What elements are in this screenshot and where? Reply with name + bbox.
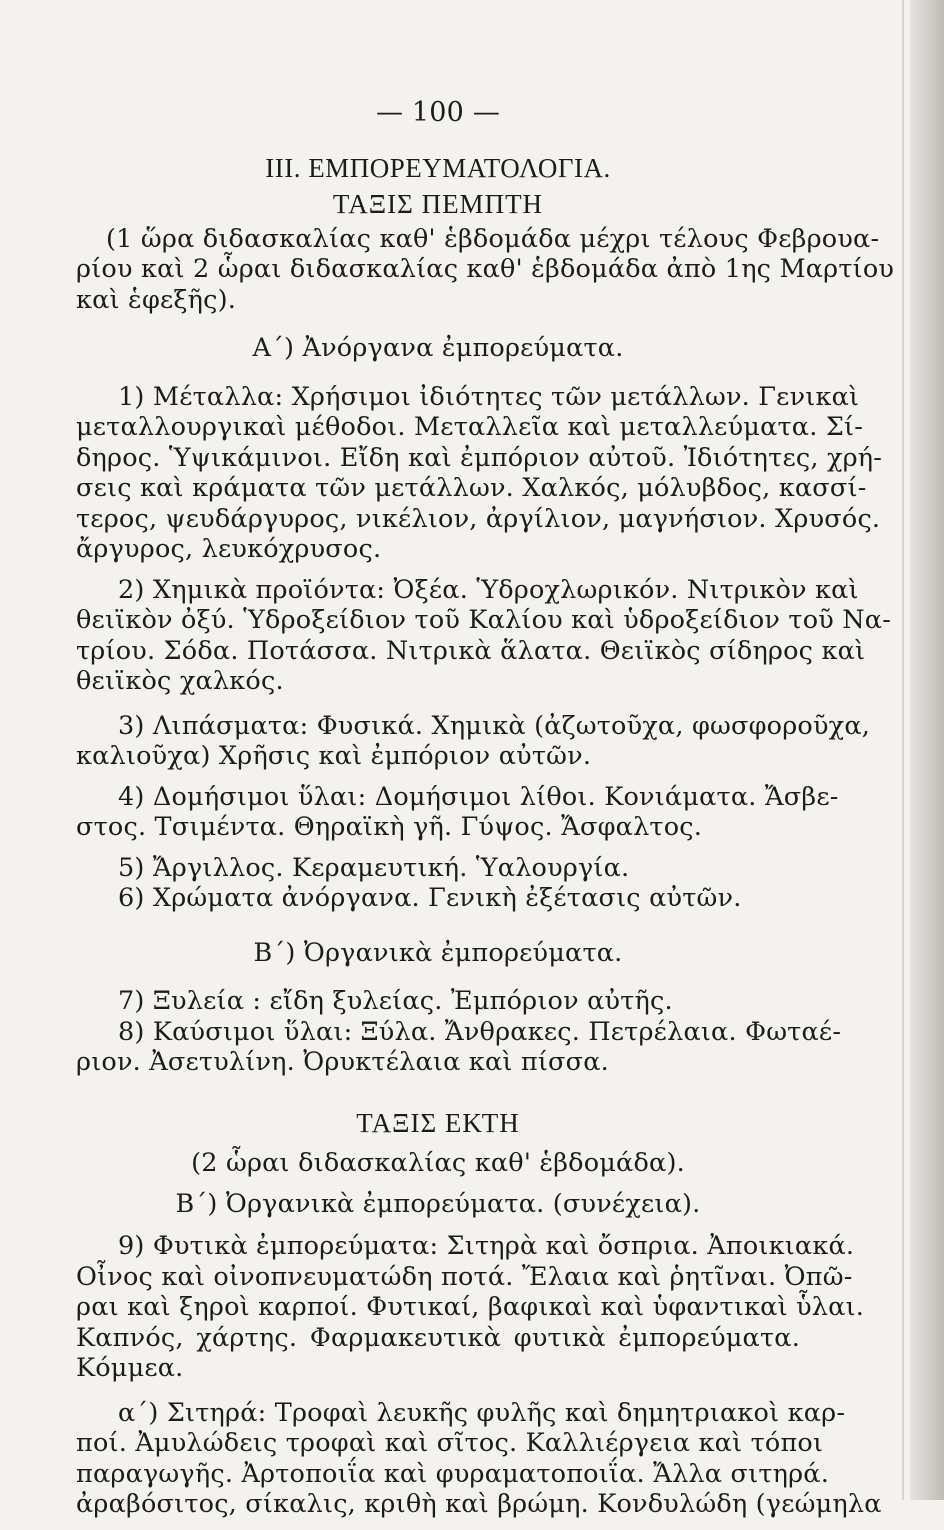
text-line: στος. Τσιμέντα. Θηραϊκὴ γῆ. Γύψος. Ἄσφαλτος. [76, 812, 703, 842]
text-line: 3) Λιπάσματα: Φυσικά. Χημικὰ (ἀζωτοῦχα, φωσφοροῦχα, [118, 710, 871, 741]
item-2-chemicals [76, 574, 892, 697]
class-five-schedule [76, 223, 895, 316]
part-b-heading: Β΄) Ὀργανικὰ ἐμπορεύματα. [253, 937, 623, 968]
text-line: ἀραβόσιτος, σίκαλις, κριθὴ καὶ βρώμη. Κονδυλώδη (γεώμηλα [76, 1489, 882, 1519]
item-3-fertilizers [76, 710, 871, 772]
text-line: (1 ὥρα διδασκαλίας καθ' ἑβδομάδα μέχρι τέλους Φεβρουα- [106, 223, 880, 254]
book-page [76, 97, 895, 1530]
page-number: — 100 — [375, 97, 501, 128]
book-gutter [910, 0, 944, 1500]
text-line: 8) Καύσιμοι ὕλαι: Ξύλα. Ἄνθρακες. Πετρέλαια. Φωταέ- [118, 1016, 842, 1047]
text-line: θειϊκὸν ὀξύ. Ὑδροξείδιον τοῦ Καλίου καὶ ὑδροξείδιον τοῦ Να- [76, 605, 892, 635]
text-line: θειϊκὸς χαλκός. [76, 666, 284, 696]
part-a-heading: Α΄) Ἀνόργανα ἐμπορεύματα. [252, 333, 624, 363]
page-fold-shadow [902, 0, 904, 1500]
text-line: Καπνός, χάρτης. Φαρμακευτικὰ φυτικὰ ἐμπορεύματα. [76, 1322, 800, 1353]
text-line: α΄) Σιτηρά: Τροφαὶ λευκῆς φυλῆς καὶ δημητριακοὶ καρ- [118, 1397, 846, 1428]
text-line: 9) Φυτικὰ ἐμπορεύματα: Σιτηρὰ καὶ ὄσπρια. Ἀποικιακά. [118, 1231, 855, 1261]
item-8-fuels [76, 1016, 842, 1078]
text-line: 1) Μέταλλα: Χρήσιμοι ἰδιότητες τῶν μετάλλων. Γενικαὶ [118, 381, 860, 412]
text-line: ρίου καὶ 2 ὧραι διδασκαλίας καθ' ἑβδομάδα ἀπὸ 1ης Μαρτίου [76, 254, 895, 284]
text-line: σεις καὶ κράματα τῶν μετάλλων. Χαλκός, μόλυβδος, κασσί- [76, 473, 867, 503]
item-a-cereals [76, 1397, 882, 1520]
text-line: τερος, ψευδάργυρος, νικέλιον, ἀργίλιον, μαγνήσιον. Χρυσός. [76, 503, 881, 534]
section-title: III. ΕΜΠΟΡΕΥΜΑΤΟΛΟΓΙΑ. [265, 152, 611, 183]
item-4-building-materials [76, 781, 839, 843]
class-six-schedule: (2 ὧραι διδασκαλίας καθ' ἑβδομάδα). [191, 1148, 685, 1178]
item-1-metals [76, 381, 883, 565]
text-line: Οἶνος καὶ οἰνοπνευματώδη ποτά. Ἔλαια καὶ ῥητῖναι. Ὀπῶ- [76, 1261, 853, 1292]
text-line: ριον. Ἀσετυλίνη. Ὀρυκτέλαια καὶ πίσσα. [76, 1047, 609, 1077]
item-5-clay: 5) Ἄργιλλος. Κεραμευτική. Ὑαλουργία. [118, 852, 630, 883]
text-line: καὶ ἑφεξῆς). [76, 284, 237, 315]
text-line: παραγωγῆς. Ἀρτοποιΐα καὶ φυραματοποιΐα. Ἄλλα σιτηρά. [76, 1458, 830, 1489]
text-line: ἄργυρος, λευκόχρυσος. [76, 534, 382, 564]
text-line: ποί. Ἀμυλώδεις τροφαὶ καὶ σῖτος. Καλλιέργεια καὶ τόποι [76, 1428, 824, 1458]
class-six-part-b-heading: Β΄) Ὀργανικὰ ἐμπορεύματα. (συνέχεια). [175, 1188, 701, 1219]
text-line: 4) Δομήσιμοι ὕλαι: Δομήσιμοι λίθοι. Κονιάματα. Ἄσβε- [118, 781, 839, 812]
text-line: δηρος. Ὑψικάμινοι. Εἴδη καὶ ἐμπόριον αὐτοῦ. Ἰδιότητες, χρή- [76, 442, 883, 473]
text-line: ραι καὶ ξηροὶ καρποί. Φυτικαί, βαφικαὶ καὶ ὑφαντικαὶ ὗλαι. [76, 1292, 865, 1322]
item-6-pigments: 6) Χρώματα ἀνόργανα. Γενικὴ ἐξέτασις αὐτῶν. [118, 883, 742, 913]
class-six-heading: ΤΑΞΙΣ ΕΚΤΗ [356, 1107, 520, 1138]
item-9-plant-goods [76, 1231, 865, 1384]
class-five-heading: ΤΑΞΙΣ ΠΕΜΠΤΗ [332, 189, 544, 219]
text-line: καλιοῦχα) Χρῆσις καὶ ἐμπόριον αὐτῶν. [76, 741, 592, 771]
text-line: μεταλλουργικαὶ μέθοδοι. Μεταλλεῖα καὶ μεταλλεύματα. Σί- [76, 412, 864, 442]
text-line: Κόμμεα. [76, 1353, 184, 1383]
text-line: 2) Χημικὰ προϊόντα: Ὀξέα. Ὑδροχλωρικόν. Νιτρικὸν καὶ [118, 574, 859, 605]
item-7-timber: 7) Ξυλεία : εἴδη ξυλείας. Ἐμπόριον αὐτῆς. [118, 986, 673, 1016]
text-line: τρίου. Σόδα. Ποτάσσα. Νιτρικὰ ἅλατα. Θειϊκὸς σίδηρος καὶ [76, 635, 866, 666]
